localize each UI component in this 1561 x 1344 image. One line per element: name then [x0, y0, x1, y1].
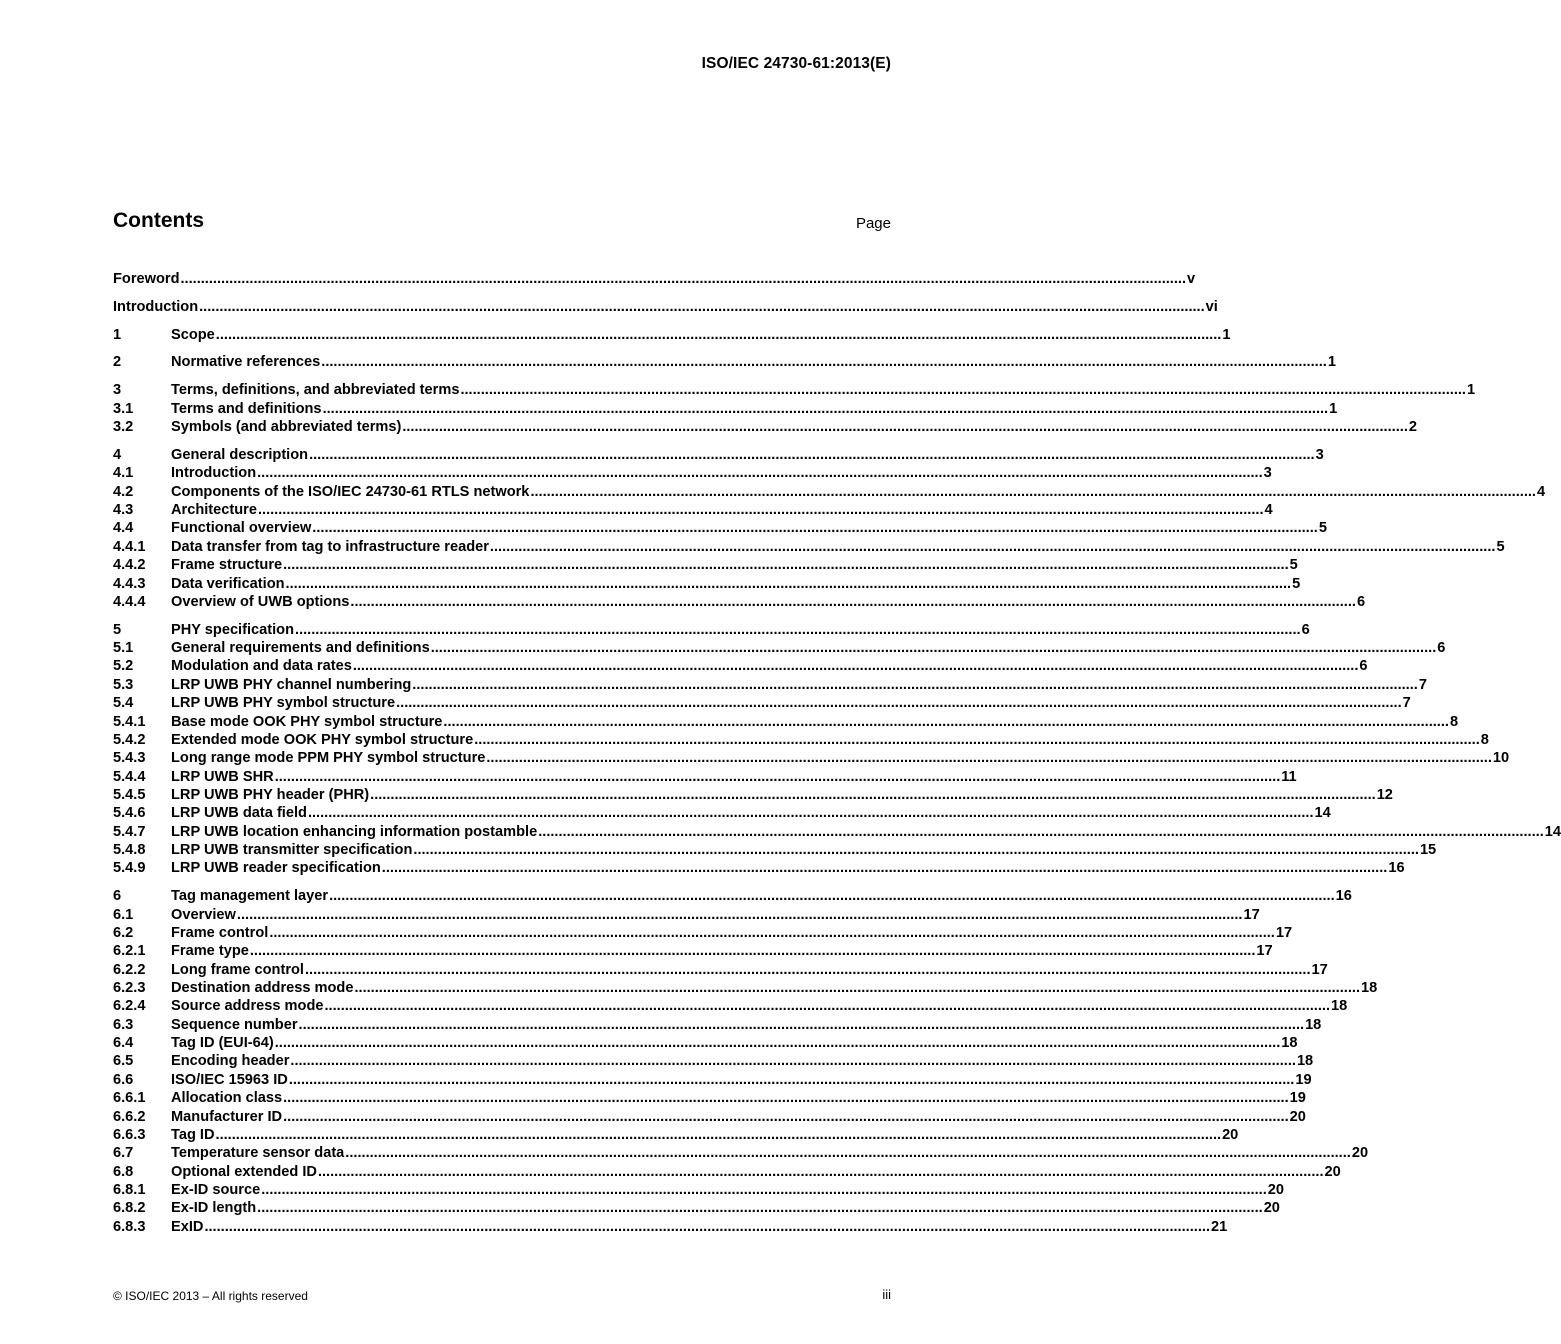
toc-entry-page: 14	[1544, 824, 1561, 840]
toc-entry-title: LRP UWB PHY header (PHR)	[171, 787, 370, 803]
dot-leader	[204, 1218, 1210, 1236]
toc-entry[interactable]	[113, 575, 1301, 593]
toc-entry-page: 20	[1351, 1145, 1369, 1161]
toc-entry-page: 20	[1222, 1127, 1239, 1143]
toc-entry-title: LRP UWB location enhancing information postamble	[171, 824, 538, 840]
toc-entry-title: LRP UWB PHY channel numbering	[171, 677, 412, 693]
toc-entry[interactable]	[113, 997, 1348, 1015]
toc-entry[interactable]	[113, 298, 1218, 316]
toc-entry[interactable]	[113, 961, 1328, 979]
toc-entry[interactable]	[113, 483, 1546, 501]
toc-entry-title: ISO/IEC 15963 ID	[171, 1072, 288, 1088]
dot-leader	[350, 593, 1356, 611]
toc-entry-title: Source address mode	[171, 998, 324, 1014]
toc-entry[interactable]	[113, 694, 1411, 712]
toc-entry[interactable]	[113, 400, 1338, 418]
toc-entry-title: Data transfer from tag to infrastructure reader	[171, 539, 489, 555]
toc-entry-page: 15	[1419, 842, 1437, 858]
toc-entry-title: Data verification	[171, 576, 285, 592]
toc-entry-number: 5.4.5	[113, 787, 146, 803]
toc-entry-page: 14	[1314, 805, 1331, 821]
dot-leader	[530, 483, 1536, 501]
toc-entry-title: LRP UWB data field	[171, 805, 307, 821]
toc-entry-number: 4.4.2	[113, 557, 146, 573]
contents-heading: Contents	[113, 209, 204, 232]
toc-entry[interactable]	[113, 1108, 1306, 1126]
toc-entry-title: Frame structure	[171, 557, 283, 573]
toc-entry-title: Modulation and data rates	[171, 658, 352, 674]
dot-leader	[486, 749, 1492, 767]
toc-entry-number: 5.4.1	[113, 714, 146, 730]
toc-entry-page: 3	[1315, 447, 1324, 463]
toc-entry-page: 2	[1408, 419, 1417, 435]
dot-leader	[237, 906, 1243, 924]
toc-entry-title: Long frame control	[171, 962, 304, 978]
toc-entry[interactable]	[113, 1163, 1341, 1181]
toc-entry-title: Tag ID (EUI-64)	[171, 1035, 274, 1051]
dot-leader	[261, 1181, 1267, 1199]
toc-entry[interactable]	[113, 353, 1336, 371]
toc-entry-number: 5.4	[113, 695, 134, 711]
toc-entry-title: LRP UWB transmitter specification	[171, 842, 413, 858]
toc-entry-title: LRP UWB reader specification	[171, 860, 381, 876]
toc-entry-number: 6.6	[113, 1072, 134, 1088]
toc-entry-title: LRP UWB PHY symbol structure	[171, 695, 396, 711]
toc-entry[interactable]	[113, 713, 1459, 731]
dot-leader	[412, 676, 1418, 694]
toc-entry-number: 4.4.3	[113, 576, 146, 592]
toc-entry-page: 5	[1496, 539, 1505, 555]
toc-entry-page: 3	[1263, 465, 1272, 481]
toc-entry-number: 5.4.4	[113, 769, 146, 785]
toc-entry[interactable]	[113, 1052, 1314, 1070]
dot-leader	[257, 1199, 1263, 1217]
toc-entry-page: 17	[1311, 962, 1328, 978]
toc-entry-title: Tag ID	[171, 1127, 215, 1143]
toc-entry-page: 20	[1324, 1164, 1341, 1180]
dot-leader	[370, 786, 1376, 804]
dot-leader	[180, 270, 1186, 288]
toc-entry[interactable]	[113, 446, 1324, 464]
toc-entry-number: 6.6.3	[113, 1127, 146, 1143]
toc-entry-page: 5	[1292, 576, 1301, 592]
toc-entry-page: 1	[1329, 401, 1338, 417]
toc-entry-title: Base mode OOK PHY symbol structure	[171, 714, 443, 730]
toc-entry-number: 6.6.2	[113, 1109, 146, 1125]
toc-entry-number: 5	[113, 622, 122, 638]
toc-entry-page: 20	[1289, 1109, 1306, 1125]
toc-entry-page: 12	[1376, 787, 1393, 803]
toc-entry-number: 6.3	[113, 1017, 134, 1033]
dot-leader	[382, 859, 1388, 877]
toc-entry-title: Tag management layer	[171, 888, 329, 904]
toc-entry-title: Terms, definitions, and abbreviated terms	[171, 382, 460, 398]
dot-leader	[269, 924, 1275, 942]
toc-entry[interactable]	[113, 906, 1260, 924]
dot-leader	[538, 823, 1544, 841]
toc-entry-title: Temperature sensor data	[171, 1145, 345, 1161]
dot-leader	[308, 804, 1314, 822]
toc-entry-title: Extended mode OOK PHY symbol structure	[171, 732, 474, 748]
toc-entry[interactable]	[113, 1089, 1306, 1107]
dot-leader	[490, 538, 1496, 556]
toc-entry-page: 11	[1281, 769, 1297, 785]
toc-entry[interactable]	[113, 639, 1446, 657]
toc-entry-page: 6	[1301, 622, 1310, 638]
toc-entry[interactable]	[113, 841, 1437, 859]
toc-entry-page: 18	[1361, 980, 1378, 996]
dot-leader	[295, 621, 1301, 639]
copyright-footer: © ISO/IEC 2013 – All rights reserved	[113, 1289, 308, 1303]
toc-entry-number: 3.2	[113, 419, 134, 435]
toc-entry[interactable]	[113, 381, 1476, 399]
toc-entry-title: General requirements and definitions	[171, 640, 430, 656]
dot-leader	[258, 501, 1264, 519]
toc-entry-number: 5.3	[113, 677, 134, 693]
toc-entry[interactable]	[113, 804, 1331, 822]
page-column-label: Page	[855, 215, 891, 232]
dot-leader	[431, 639, 1437, 657]
page-number: iii	[882, 1287, 891, 1302]
dot-leader	[353, 657, 1359, 675]
toc-entry-title: Symbols (and abbreviated terms)	[171, 419, 402, 435]
toc-entry-number: 4.4	[113, 520, 134, 536]
toc-entry-number: 5.4.6	[113, 805, 146, 821]
toc-entry-page: 5	[1289, 557, 1298, 573]
toc-entry-number: 4.3	[113, 502, 134, 518]
toc-entry-page: 1	[1466, 382, 1476, 398]
toc-entry[interactable]	[113, 556, 1298, 574]
toc-entry-page: 7	[1402, 695, 1411, 711]
dot-leader	[275, 1034, 1281, 1052]
toc-entry[interactable]	[113, 749, 1510, 767]
dot-leader	[318, 1163, 1324, 1181]
dot-leader	[460, 381, 1466, 399]
toc-entry-title: Introduction	[171, 465, 257, 481]
toc-entry[interactable]	[113, 823, 1561, 841]
toc-entry-title: Terms and definitions	[171, 401, 322, 417]
dot-leader	[250, 942, 1256, 960]
toc-entry-number: 5.2	[113, 658, 134, 674]
toc-entry-number: 6.2.2	[113, 962, 146, 978]
toc-entry[interactable]	[113, 621, 1310, 639]
toc-entry-title: Normative references	[171, 354, 321, 370]
toc-entry-number: 5.4.8	[113, 842, 146, 858]
toc-entry-page: 17	[1243, 907, 1260, 923]
toc-entry-number: 4.2	[113, 484, 134, 500]
dot-leader	[323, 400, 1329, 418]
toc-entry-number: 5.1	[113, 640, 134, 656]
toc-entry-page: 4	[1536, 484, 1546, 500]
toc-entry[interactable]	[113, 1071, 1312, 1089]
dot-leader	[283, 556, 1289, 574]
toc-entry[interactable]	[113, 326, 1231, 344]
toc-entry-number: 1	[113, 327, 122, 343]
toc-entry[interactable]	[113, 942, 1273, 960]
toc-entry-title: Sequence number	[171, 1017, 298, 1033]
toc-entry-title: Overview of UWB options	[171, 594, 350, 610]
toc-entry-title: Allocation class	[171, 1090, 283, 1106]
toc-entry[interactable]	[113, 1218, 1228, 1236]
toc-entry-page: 8	[1480, 732, 1489, 748]
toc-entry[interactable]	[113, 657, 1368, 675]
toc-entry-number: 6.5	[113, 1053, 134, 1069]
toc-entry[interactable]	[113, 464, 1272, 482]
toc-entry-number: 6.4	[113, 1035, 134, 1051]
toc-entry-page: v	[1187, 271, 1196, 287]
dot-leader	[305, 961, 1311, 979]
toc-entry-page: 18	[1281, 1035, 1298, 1051]
dot-leader	[474, 731, 1480, 749]
toc-entry-number: 6.2.3	[113, 980, 146, 996]
toc-entry-number: 6.1	[113, 907, 134, 923]
toc-entry-title: Functional overview	[171, 520, 312, 536]
toc-entry-title: Destination address mode	[171, 980, 354, 996]
toc-entry-title: Introduction	[113, 299, 199, 315]
toc-entry-page: 16	[1388, 860, 1405, 876]
toc-entry-page: 17	[1275, 925, 1293, 941]
toc-entry-title: Ex-ID source	[171, 1182, 261, 1198]
toc-entry-title: Manufacturer ID	[171, 1109, 283, 1125]
toc-entry-title: Long range mode PPM PHY symbol structure	[171, 750, 486, 766]
toc-entry-number: 4.1	[113, 465, 134, 481]
dot-leader	[289, 1071, 1295, 1089]
toc-entry-number: 3.1	[113, 401, 134, 417]
toc-entry-page: 17	[1256, 943, 1273, 959]
dot-leader	[396, 694, 1402, 712]
dot-leader	[199, 298, 1205, 316]
toc-entry-page: 5	[1318, 520, 1327, 536]
dot-leader	[299, 1016, 1305, 1034]
toc-entry-number: 6.8.3	[113, 1219, 146, 1235]
dot-leader	[216, 1126, 1222, 1144]
dot-leader	[354, 979, 1360, 997]
toc-entry-page: 8	[1449, 714, 1459, 730]
toc-entry-title: General description	[171, 447, 309, 463]
toc-entry-number: 6.6.1	[113, 1090, 146, 1106]
toc-entry-page: 16	[1335, 888, 1352, 904]
toc-entry-page: 18	[1305, 1017, 1322, 1033]
toc-entry-title: Architecture	[171, 502, 257, 518]
toc-entry[interactable]	[113, 501, 1273, 519]
toc-entry[interactable]	[113, 1144, 1369, 1162]
toc-entry-number: 6	[113, 888, 122, 904]
dot-leader	[402, 418, 1408, 436]
toc-entry[interactable]	[113, 887, 1352, 905]
dot-leader	[283, 1108, 1289, 1126]
toc-entry[interactable]	[113, 418, 1417, 436]
toc-entry-number: 2	[113, 354, 122, 370]
toc-entry-number: 6.8.1	[113, 1182, 146, 1198]
toc-entry[interactable]	[113, 593, 1366, 611]
toc-entry-title: Frame type	[171, 943, 249, 959]
toc-entry-title: LRP UWB SHR	[171, 769, 274, 785]
toc-entry-number: 5.4.2	[113, 732, 146, 748]
toc-entry-page: 21	[1211, 1219, 1228, 1235]
toc-entry-page: 20	[1267, 1182, 1284, 1198]
toc-entry-page: 6	[1437, 640, 1446, 656]
dot-leader	[275, 768, 1281, 786]
toc-entry-number: 6.8.2	[113, 1200, 146, 1216]
toc-entry[interactable]	[113, 676, 1427, 694]
toc-entry-title: Scope	[171, 327, 215, 343]
toc-entry-page: 10	[1492, 750, 1510, 766]
toc-entry-page: 1	[1327, 354, 1336, 370]
toc-entry[interactable]	[113, 924, 1293, 942]
dot-leader	[324, 997, 1330, 1015]
toc-entry-title: Components of the ISO/IEC 24730-61 RTLS network	[171, 484, 530, 500]
dot-leader	[329, 887, 1335, 905]
toc-entry-number: 6.8	[113, 1164, 134, 1180]
toc-entry-title: Encoding header	[171, 1053, 290, 1069]
dot-leader	[321, 353, 1327, 371]
toc-entry[interactable]	[113, 1199, 1280, 1217]
toc-entry-page: vi	[1205, 299, 1218, 315]
dot-leader	[286, 575, 1292, 593]
toc-entry-title: ExID	[171, 1219, 204, 1235]
toc-entry-title: Foreword	[113, 271, 180, 287]
toc-entry-page: 20	[1263, 1200, 1280, 1216]
toc-entry-number: 4.4.4	[113, 594, 146, 610]
toc-entry-title: Optional extended ID	[171, 1164, 317, 1180]
toc-entry[interactable]	[113, 1016, 1322, 1034]
toc-entry-page: 19	[1295, 1072, 1312, 1088]
dot-leader	[312, 519, 1318, 537]
toc-entry-number: 4	[113, 447, 122, 463]
toc-entry-number: 6.2	[113, 925, 134, 941]
toc-entry-title: Frame control	[171, 925, 269, 941]
toc-entry-number: 5.4.7	[113, 824, 146, 840]
toc-entry[interactable]	[113, 270, 1196, 288]
toc-entry-number: 6.2.1	[113, 943, 146, 959]
toc-entry[interactable]	[113, 859, 1405, 877]
toc-entry-page: 6	[1359, 658, 1368, 674]
toc-entry-title: PHY specification	[171, 622, 295, 638]
toc-entry-number: 5.4.3	[113, 750, 146, 766]
toc-entry[interactable]	[113, 1126, 1239, 1144]
dot-leader	[283, 1089, 1289, 1107]
toc-entry[interactable]	[113, 1181, 1284, 1199]
toc-entry-number: 6.7	[113, 1145, 134, 1161]
toc-entry[interactable]	[113, 786, 1393, 804]
toc-entry-page: 18	[1331, 998, 1348, 1014]
toc-entry[interactable]	[113, 731, 1489, 749]
toc-entry-page: 4	[1264, 502, 1273, 518]
dot-leader	[413, 841, 1419, 859]
toc-entry-page: 7	[1418, 677, 1427, 693]
dot-leader	[257, 464, 1263, 482]
toc-entry-page: 19	[1289, 1090, 1306, 1106]
toc-entry-number: 6.2.4	[113, 998, 146, 1014]
toc-entry-page: 18	[1296, 1053, 1314, 1069]
toc-entry-number: 3	[113, 382, 122, 398]
document-id-header: ISO/IEC 24730-61:2013(E)	[701, 55, 891, 72]
toc-entry-number: 4.4.1	[113, 539, 146, 555]
dot-leader	[345, 1144, 1351, 1162]
toc-entry-title: Ex-ID length	[171, 1200, 257, 1216]
toc-entry-page: 6	[1356, 594, 1366, 610]
toc-entry-page: 1	[1222, 327, 1231, 343]
toc-entry[interactable]	[113, 979, 1378, 997]
toc-entry-number: 5.4.9	[113, 860, 146, 876]
toc-entry-title: Overview	[171, 907, 236, 923]
dot-leader	[216, 326, 1222, 344]
toc-entry[interactable]	[113, 768, 1297, 786]
toc-entry[interactable]	[113, 538, 1505, 556]
dot-leader	[309, 446, 1315, 464]
dot-leader	[443, 713, 1449, 731]
toc-entry[interactable]	[113, 519, 1327, 537]
dot-leader	[290, 1052, 1296, 1070]
toc-entry[interactable]	[113, 1034, 1298, 1052]
